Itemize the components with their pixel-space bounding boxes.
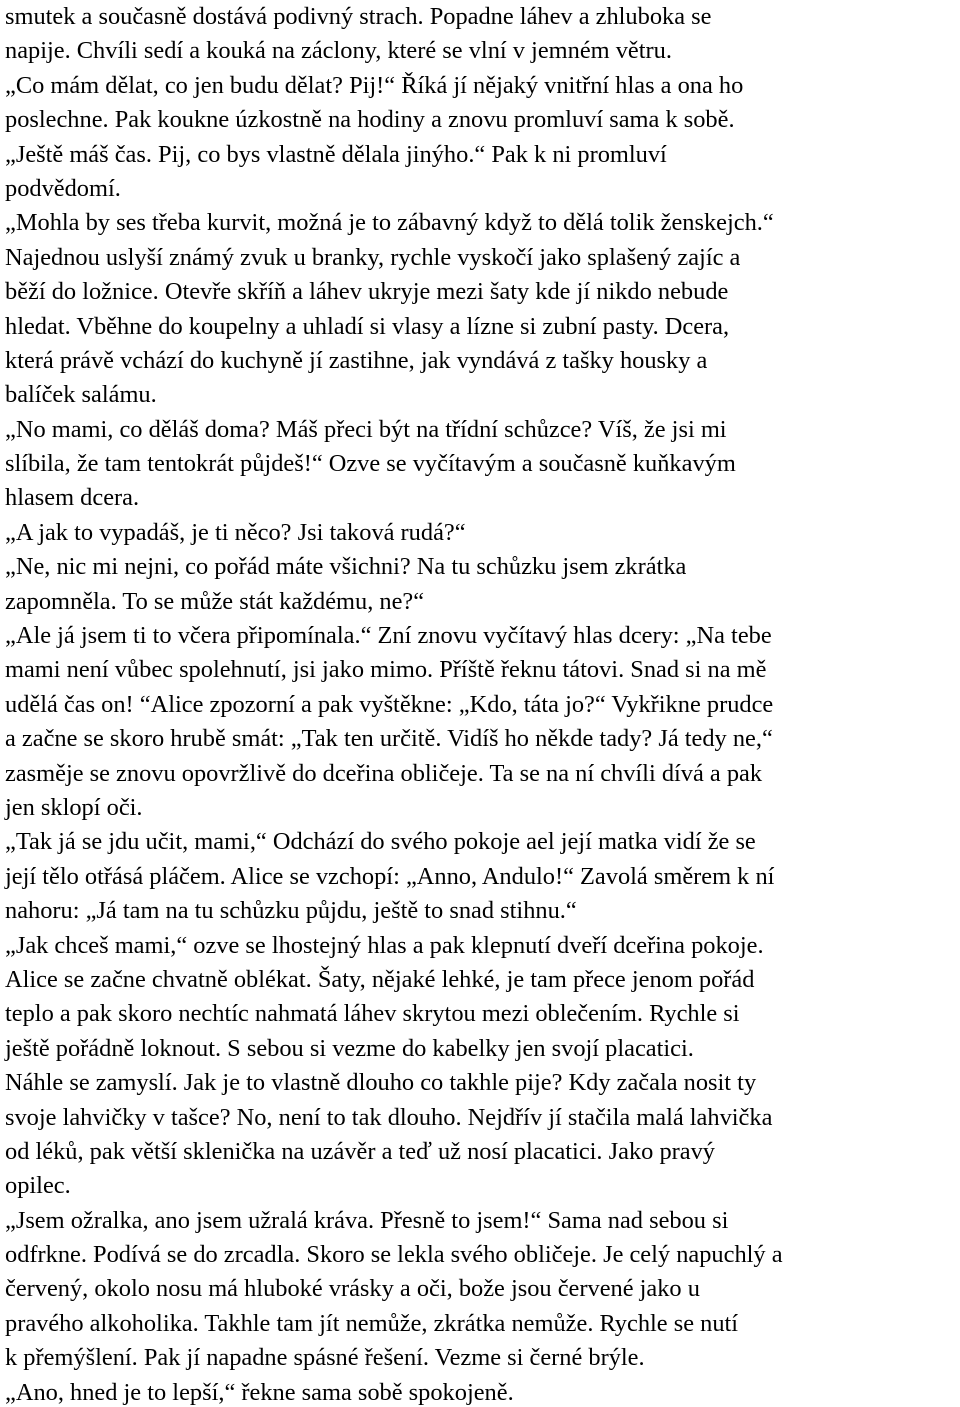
text-line: Náhle se zamyslí. Jak je to vlastně dlouho co takhle pije? Kdy začala nosit ty	[5, 1069, 757, 1097]
text-line: a začne se skoro hrubě smát: „Tak ten určitě. Vidíš ho někde tady? Já tedy ne,“	[5, 725, 773, 753]
text-line: opilec.	[5, 1172, 71, 1200]
text-line: balíček salámu.	[5, 381, 157, 409]
text-line: „Ne, nic mi nejni, co pořád máte všichni? Na tu schůzku jsem zkrátka	[5, 553, 687, 581]
text-line: mami není vůbec spolehnutí, jsi jako mimo. Příště řeknu tátovi. Snad si na mě	[5, 656, 767, 684]
text-line: „Co mám dělat, co jen budu dělat? Pij!“ Říká jí nějaký vnitřní hlas a ona ho	[5, 71, 744, 99]
text-line: „A jak to vypadáš, je ti něco? Jsi taková rudá?“	[5, 518, 466, 546]
text-line: udělá čas on! “Alice zpozorní a pak vyštěkne: „Kdo, táta jo?“ Vykřikne prudce	[5, 690, 774, 718]
text-line: běží do ložnice. Otevře skříň a láhev ukryje mezi šaty kde jí nikdo nebude	[5, 278, 729, 306]
text-line: svoje lahvičky v tašce? No, není to tak dlouho. Nejdřív jí stačila malá lahvička	[5, 1103, 773, 1131]
text-line: smutek a současně dostává podivný strach. Popadne láhev a zhluboka se	[5, 3, 712, 30]
text-line: zasměje se znovu opovržlivě do dceřina obličeje. Ta se na ní chvíli dívá a pak	[5, 759, 763, 787]
text-line: Najednou uslyší známý zvuk u branky, rychle vyskočí jako splašený zajíc a	[5, 243, 741, 271]
text-line: která právě vchází do kuchyně jí zastihne, jak vyndává z tašky housky a	[5, 346, 708, 374]
text-line: teplo a pak skoro nechtíc nahmatá láhev skrytou mezi oblečením. Rychle si	[5, 1000, 740, 1028]
text-line: „Ale já jsem ti to včera připomínala.“ Zní znovu vyčítavý hlas dcery: „Na tebe	[5, 622, 772, 650]
text-line: „Mohla by ses třeba kurvit, možná je to zábavný když to dělá tolik ženskejch.“	[5, 209, 774, 237]
text-line: zapomněla. To se může stát každému, ne?“	[5, 587, 425, 615]
text-line: odfrkne. Podívá se do zrcadla. Skoro se lekla svého obličeje. Je celý napuchlý a	[5, 1241, 783, 1269]
text-line: „Ještě máš čas. Pij, co bys vlastně dělala jinýho.“ Pak k ni promluví	[5, 140, 667, 168]
text-line: poslechne. Pak koukne úzkostně na hodiny a znovu promluví sama k sobě.	[5, 106, 735, 134]
text-line: „Jak chceš mami,“ ozve se lhostejný hlas a pak klepnutí dveří dceřina pokoje.	[5, 931, 764, 959]
text-line: „Jsem ožralka, ano jsem užralá kráva. Přesně to jsem!“ Sama nad sebou si	[5, 1206, 729, 1234]
text-line: „Tak já se jdu učit, mami,“ Odchází do svého pokoje ael její matka vidí že se	[5, 828, 756, 856]
text-line: „No mami, co děláš doma? Máš přeci být na třídní schůzce? Víš, že jsi mi	[5, 415, 727, 443]
text-line: jen sklopí oči.	[5, 793, 143, 821]
text-line: Alice se začne chvatně oblékat. Šaty, nějaké lehké, je tam přece jenom pořád	[5, 965, 755, 993]
text-line: napije. Chvíli sedí a kouká na záclony, které se vlní v jemném větru.	[5, 37, 672, 65]
text-line: podvědomí.	[5, 174, 121, 202]
text-line: nahoru: „Já tam na tu schůzku půjdu, ještě to snad stihnu.“	[5, 897, 577, 925]
text-line: k přemýšlení. Pak jí napadne spásné řešení. Vezme si černé brýle.	[5, 1344, 645, 1372]
text-line: slíbila, že tam tentokrát půjdeš!“ Ozve se vyčítavým a současně kuňkavým	[5, 450, 736, 478]
text-line: od léků, pak větší sklenička na uzávěr a teď už nosí placatici. Jako pravý	[5, 1137, 715, 1165]
text-line: hledat. Vběhne do koupelny a uhladí si vlasy a lízne si zubní pasty. Dcera,	[5, 312, 730, 340]
text-line: ještě pořádně loknout. S sebou si vezme do kabelky jen svojí placatici.	[5, 1034, 694, 1062]
text-line: hlasem dcera.	[5, 484, 140, 512]
text-line: pravého alkoholika. Takhle tam jít nemůže, zkrátka nemůže. Rychle se nutí	[5, 1309, 739, 1337]
text-line: její tělo otřásá pláčem. Alice se vzchopí: „Anno, Andulo!“ Zavolá směrem k ní	[5, 862, 775, 890]
text-line: červený, okolo nosu má hluboké vrásky a oči, bože jsou červené jako u	[5, 1275, 700, 1303]
text-line: „Ano, hned je to lepší,“ řekne sama sobě spokojeně.	[5, 1378, 514, 1406]
